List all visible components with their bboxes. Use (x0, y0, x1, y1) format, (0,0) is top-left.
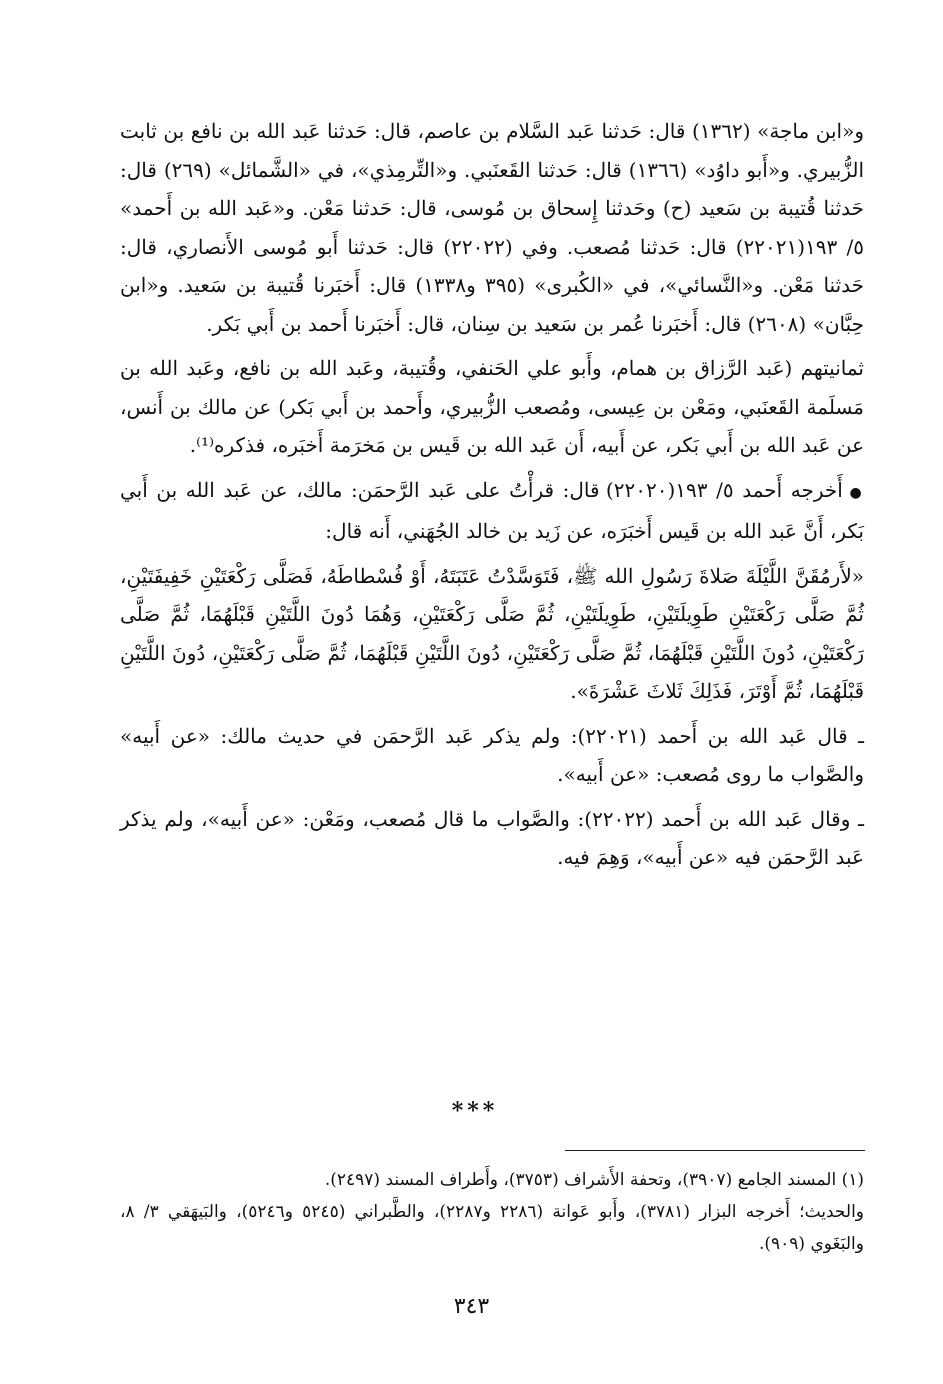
footnote-1-continued: والحديث؛ أَخرجه البزار (٣٧٨١)، وأَبو عَوانة (٢٢٨٦ و٢٢٨٧)، والطَّبراني (٥٢٤٥ و٥٢٤٦)، والبَيهَقي ٣/ ٨، والبَغَوي (٩٠٩). (120, 1202, 865, 1254)
main-text (120, 112, 864, 877)
footnotes (120, 1164, 864, 1260)
paragraph-sources: و«ابن ماجة» (١٣٦٢) قال: حَدثنا عَبد السَّلام بن عاصم، قال: حَدثنا عَبد الله بن نافع بن ثابت الزُّبيري. و«أَبو داوُد» (١٣٦٦) قال: حَدثنا القَعنَبي. و«التِّرمِذي»، في «الشَّمائل» (٢٦٩) قال: حَدثنا قُتيبة بن سَعيد (ح) وحَدثنا إِسحاق بن مُوسى، قال: حَدثنا مَعْن. و«عَبد الله بن أَحمد» ٥/ ١٩٣(٢٢٠٢١) قال: حَدثنا مُصعب. وفي (٢٢٠٢٢) قال: حَدثنا أَبو مُوسى الأَنصاري، قال: حَدثنا مَعْن. و«النَّسائي»، في «الكُبرى» (٣٩٥ و١٣٣٨) قال: أَخبَرنا قُتيبة بن سَعيد. و«ابن حِبَّان» (٢٦٠٨) قال: أَخبَرنا عُمر بن سَعيد بن سِنان، قال: أَخبَرنا أَحمد بن أَبي بَكر. (120, 119, 865, 336)
paragraph-chain: ثمانيتهم (عَبد الرَّزاق بن همام، وأَبو علي الحَنفي، وقُتيبة، وعَبد الله بن نافع، وعَبد الله بن مَسلَمة القَعنَبي، ومَعْن بن عِيسى، ومُصعب الزُّبيري، وأَحمد بن أَبي بَكر) عن مالك بن أَنس، عن عَبد الله بن أَبي بَكر، عن أَبيه، أَن عَبد الله بن قَيس بن مَخرَمة أَخبَره، فذكره⁽¹⁾. (120, 356, 864, 457)
page-number: ٣٤٣ (453, 1294, 490, 1319)
paragraph-ahmad: ● أَخرجه أَحمد ٥/ ١٩٣(٢٢٠٢٠) قال: قرأْتُ على عَبد الرَّحمَن: مالك، عن عَبد الله بن أَبي بَكر، أَنَّ عَبد الله بن قَيس أَخبَرَه، عن زَيد بن خالد الجُهَني، أَنه قال: (120, 471, 864, 551)
section-separator: *** (451, 1098, 499, 1124)
paragraph-hadith-text: «لأَرمُقَنَّ اللَّيْلَةَ صَلاةَ رَسُولِ الله ﷺ، فَتَوَسَّدْتُ عَتَبَتَهُ، أَوْ فُسْطاطَهُ، فَصَلَّى رَكْعَتَيْنِ خَفِيفَتَيْنِ، ثُمَّ صَلَّى رَكْعَتَيْنِ طَوِيلَتَيْنِ، طَوِيلَتَيْنِ، ثُمَّ صَلَّى رَكْعَتَيْنِ، وَهُمَا دُونَ اللَّتَيْنِ قَبْلَهُمَا، ثُمَّ صَلَّى رَكْعَتَيْنِ، دُونَ اللَّتَيْنِ قَبْلَهُمَا، ثُمَّ صَلَّى رَكْعَتَيْنِ، دُونَ اللَّتَيْنِ قَبْلَهُمَا، ثُمَّ صَلَّى رَكْعَتَيْنِ، دُونَ اللَّتَيْنِ قَبْلَهُمَا، ثُمَّ أَوْتَرَ، فَذَلِكَ ثَلاثَ عَشْرَةَ». (120, 563, 864, 703)
footnote-1: (١) المسند الجامع (٣٩٠٧)، وتحفة الأَشراف (٣٧٥٣)، وأَطراف المسند (٢٤٩٧). (324, 1170, 864, 1190)
paragraph-note-1: ـ قال عَبد الله بن أَحمد (٢٢٠٢١): ولم يذكر عَبد الرَّحمَن في حديث مالك: «عن أَبيه» والصَّواب ما روى مُصعب: «عن أَبيه». (120, 723, 864, 786)
paragraph-note-2: ـ وقال عَبد الله بن أَحمد (٢٢٠٢٢): والصَّواب ما قال مُصعب، ومَعْن: «عن أَبيه»، ولم يذكر عَبد الرَّحمَن فيه «عن أَبيه»، وَهِمَ فيه. (120, 806, 864, 869)
footnote-rule (565, 1150, 865, 1151)
